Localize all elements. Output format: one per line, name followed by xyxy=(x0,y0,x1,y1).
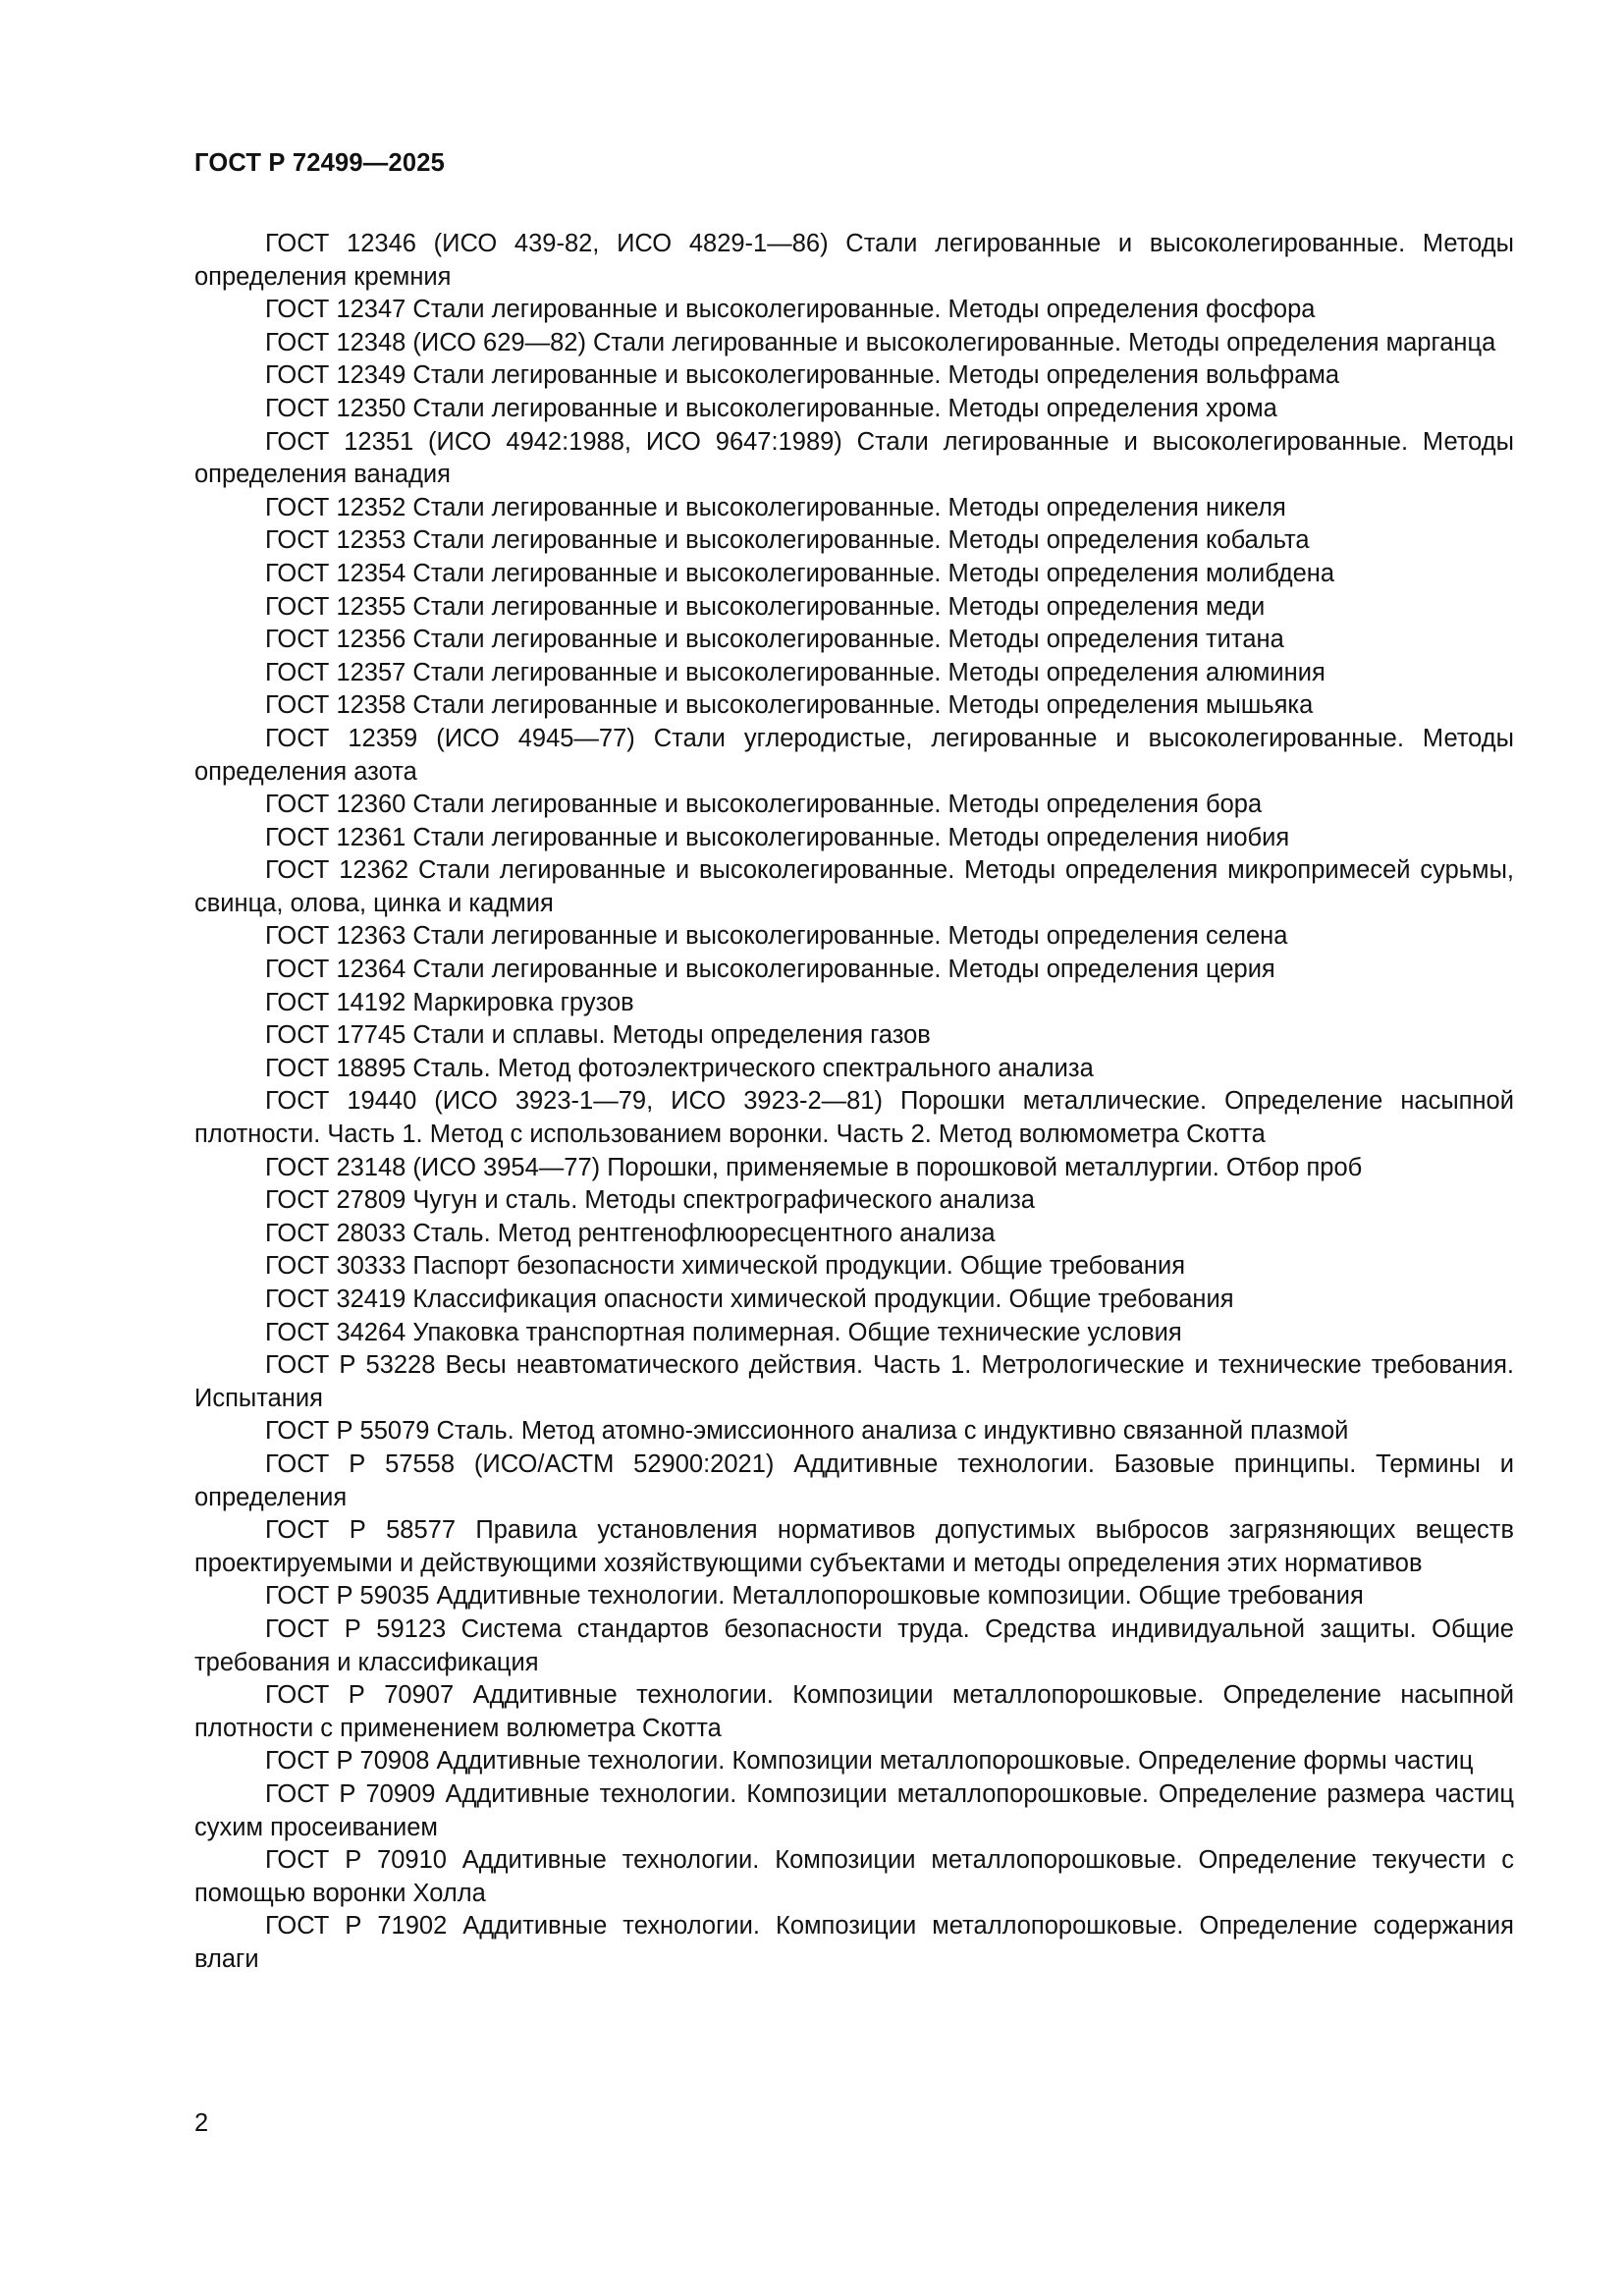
reference-item: ГОСТ 28033 Сталь. Метод рентгенофлюоресцентного анализа xyxy=(265,1219,996,1247)
reference-item: ГОСТ 12359 (ИСО 4945—77) Стали углеродистые, легированные и высоколегированные. Методы определения азота xyxy=(194,724,1514,786)
reference-item: ГОСТ Р 70908 Аддитивные технологии. Композиции металлопорошковые. Определение формы частиц xyxy=(265,1747,1474,1776)
page-header: ГОСТ Р 72499—2025 xyxy=(194,149,446,177)
reference-item: ГОСТ 12348 (ИСО 629—82) Стали легированные и высоколегированные. Методы определения марганца xyxy=(265,328,1496,356)
reference-item: ГОСТ 32419 Классификация опасности химической продукции. Общие требования xyxy=(265,1285,1234,1313)
reference-item: ГОСТ 17745 Стали и сплавы. Методы определения газов xyxy=(265,1021,931,1050)
reference-item: ГОСТ 12356 Стали легированные и высоколегированные. Методы определения титана xyxy=(265,626,1284,654)
reference-item: ГОСТ 18895 Сталь. Метод фотоэлектрического спектрального анализа xyxy=(265,1054,1094,1082)
reference-item: ГОСТ 12357 Стали легированные и высоколегированные. Методы определения алюминия xyxy=(265,658,1325,686)
reference-item: ГОСТ Р 59123 Система стандартов безопасности труда. Средства индивидуальной защиты. Общие требования и классификация xyxy=(194,1614,1514,1676)
reference-item: ГОСТ 12355 Стали легированные и высоколегированные. Методы определения меди xyxy=(265,592,1266,621)
reference-item: ГОСТ 12352 Стали легированные и высоколегированные. Методы определения никеля xyxy=(265,493,1286,521)
reference-item: ГОСТ Р 58577 Правила установления нормативов допустимых выбросов загрязняющих веществ проектируемыми и действующими хозяйствующими субъектами и методы определения этих нормативов xyxy=(194,1516,1514,1577)
reference-item: ГОСТ 12358 Стали легированные и высоколегированные. Методы определения мышьяка xyxy=(265,691,1314,720)
reference-item: ГОСТ 14192 Маркировка грузов xyxy=(265,988,634,1016)
reference-item: ГОСТ 19440 (ИСО 3923-1—79, ИСО 3923-2—81) Порошки металлические. Определение насыпной плотности. Часть 1. Метод с использованием воронки. Часть 2. Метод волюмометра Скотта xyxy=(194,1087,1514,1149)
reference-item: ГОСТ Р 59035 Аддитивные технологии. Металлопорошковые композиции. Общие требования xyxy=(265,1582,1364,1611)
reference-item: ГОСТ Р 70907 Аддитивные технологии. Композиции металлопорошковые. Определение насыпной плотности с применением волюметра Скотта xyxy=(194,1681,1514,1742)
reference-item: ГОСТ 12350 Стали легированные и высоколегированные. Методы определения хрома xyxy=(265,394,1277,422)
reference-item: ГОСТ 12360 Стали легированные и высоколегированные. Методы определения бора xyxy=(265,791,1263,819)
normative-references-list xyxy=(194,228,1514,1976)
reference-item: ГОСТ 23148 (ИСО 3954—77) Порошки, применяемые в порошковой металлургии. Отбор проб xyxy=(265,1153,1363,1181)
page-number: 2 xyxy=(194,2109,209,2137)
reference-item: ГОСТ Р 55079 Сталь. Метод атомно-эмиссионного анализа с индуктивно связанной плазмой xyxy=(265,1417,1349,1446)
reference-item: ГОСТ 12361 Стали легированные и высоколегированные. Методы определения ниобия xyxy=(265,823,1290,851)
reference-item: ГОСТ 34264 Упаковка транспортная полимерная. Общие технические условия xyxy=(265,1318,1182,1346)
reference-item: ГОСТ 12346 (ИСО 439-82, ИСО 4829-1—86) Стали легированные и высоколегированные. Методы определения кремния xyxy=(194,230,1514,291)
reference-item: ГОСТ 12362 Стали легированные и высоколегированные. Методы определения микропримесей сурьмы, свинца, олова, цинка и кадмия xyxy=(194,856,1514,917)
reference-item: ГОСТ 30333 Паспорт безопасности химической продукции. Общие требования xyxy=(265,1252,1186,1281)
reference-item: ГОСТ Р 53228 Весы неавтоматического действия. Часть 1. Метрологические и технические требования. Испытания xyxy=(194,1351,1514,1412)
reference-item: ГОСТ 12351 (ИСО 4942:1988, ИСО 9647:1989) Стали легированные и высоколегированные. Методы определения ванадия xyxy=(194,427,1514,489)
reference-item: ГОСТ 12363 Стали легированные и высоколегированные. Методы определения селена xyxy=(265,922,1288,951)
reference-item: ГОСТ Р 70909 Аддитивные технологии. Композиции металлопорошковые. Определение размера частиц сухим просеиванием xyxy=(194,1779,1514,1841)
reference-item: ГОСТ 12354 Стали легированные и высоколегированные. Методы определения молибдена xyxy=(265,559,1335,587)
reference-item: ГОСТ Р 57558 (ИСО/АСТМ 52900:2021) Аддитивные технологии. Базовые принципы. Термины и определения xyxy=(194,1449,1514,1511)
reference-item: ГОСТ 27809 Чугун и сталь. Методы спектрографического анализа xyxy=(265,1186,1035,1215)
reference-item: ГОСТ Р 71902 Аддитивные технологии. Композиции металлопорошковые. Определение содержания влаги xyxy=(194,1912,1514,1973)
reference-item: ГОСТ 12353 Стали легированные и высоколегированные. Методы определения кобальта xyxy=(265,526,1310,555)
reference-item: ГОСТ Р 70910 Аддитивные технологии. Композиции металлопорошковые. Определение текучести с помощью воронки Холла xyxy=(194,1846,1514,1907)
reference-item: ГОСТ 12349 Стали легированные и высоколегированные. Методы определения вольфрама xyxy=(265,361,1340,390)
reference-item: ГОСТ 12364 Стали легированные и высоколегированные. Методы определения церия xyxy=(265,956,1275,984)
reference-item: ГОСТ 12347 Стали легированные и высоколегированные. Методы определения фосфора xyxy=(265,296,1316,324)
